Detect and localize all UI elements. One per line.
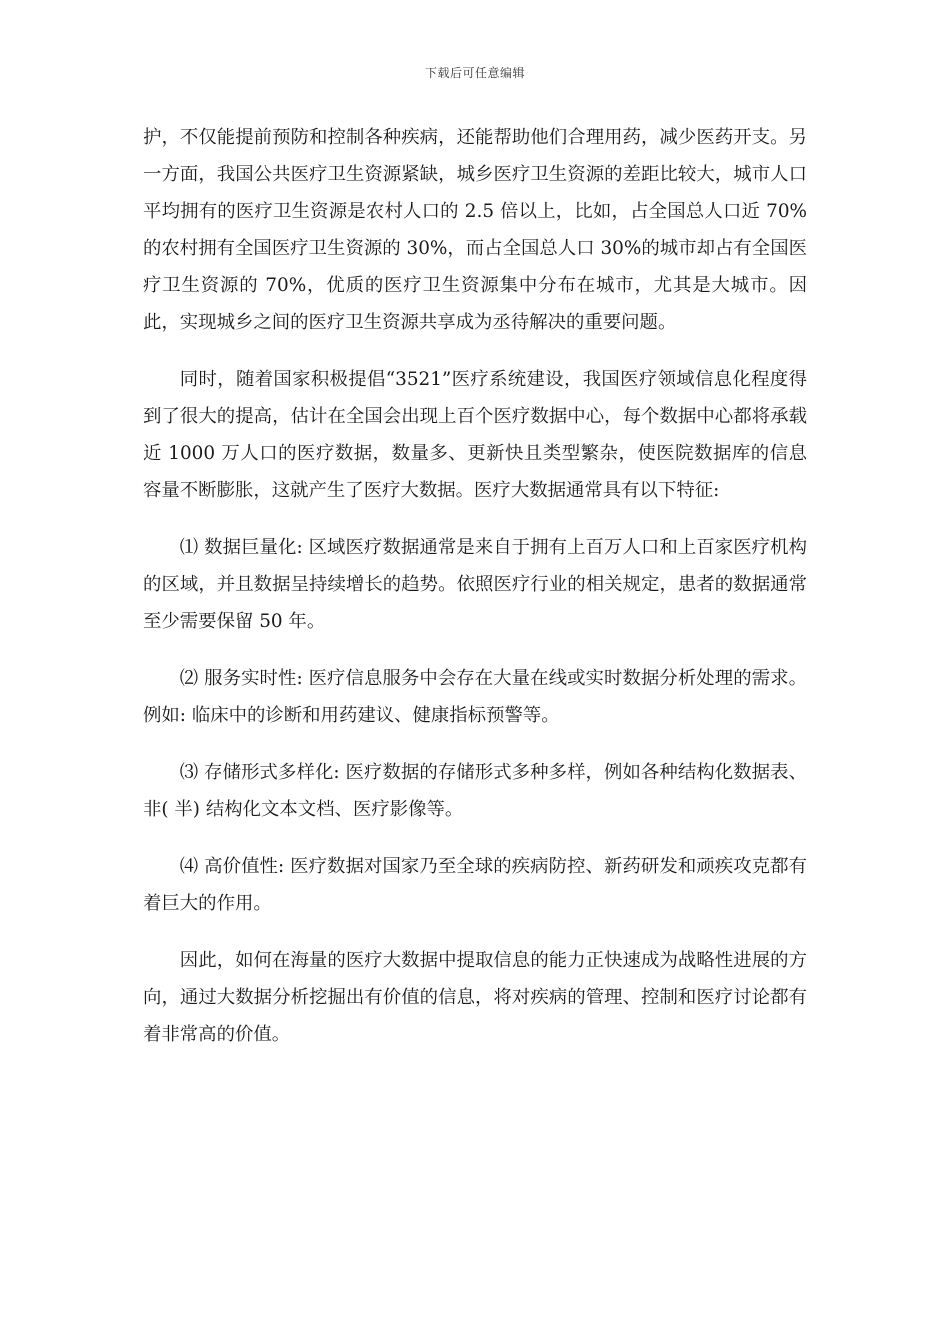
paragraph-feature-variety: ⑶ 存储形式多样化: 医疗数据的存储形式多种多样，例如各种结构化数据表、非( 半) 结构化文本文档、医疗影像等。: [143, 762, 807, 820]
paragraph-resource-gap: 护，不仅能提前预防和控制各种疾病，还能帮助他们合理用药，减少医药开支。另一方面，我国公共医疗卫生资源紧缺，城乡医疗卫生资源的差距比较大，城市人口平均拥有的医疗卫生资源是农村人口的 2.5 倍以上，比如，占全国总人口近 70%的农村拥有全国医疗卫生资源的 30%，而占全国总人口 30%的城市却占有全国医疗卫生资源的 70%，优质的医疗卫生资源集中分布在城市，尤其是大城市。因此，实现城乡之间的医疗卫生资源共享成为丞待解决的重要问题。: [143, 127, 807, 333]
page-header: 下载后可任意编辑: [424, 66, 525, 80]
document-body: [143, 119, 807, 1073]
paragraph-feature-volume: ⑴ 数据巨量化: 区域医疗数据通常是来自于拥有上百万人口和上百家医疗机构的区域，并且数据呈持续增长的趋势。依照医疗行业的相关规定，患者的数据通常至少需要保留 50 年。: [143, 537, 807, 632]
paragraph-conclusion: 因此，如何在海量的医疗大数据中提取信息的能力正快速成为战略性进展的方向，通过大数据分析挖掘出有价值的信息，将对疾病的管理、控制和医疗讨论都有着非常高的价值。: [143, 950, 807, 1045]
paragraph-medical-big-data: 同时，随着国家积极提倡“3521”医疗系统建设，我国医疗领域信息化程度得到了很大的提高，估计在全国会出现上百个医疗数据中心，每个数据中心都将承载近 1000 万人口的医疗数据，数量多、更新快且类型繁杂，使医院数据库的信息容量不断膨胀，这就产生了医疗大数据。医疗大数据通常具有以下特征:: [143, 369, 807, 501]
paragraph-feature-value: ⑷ 高价值性: 医疗数据对国家乃至全球的疾病防控、新药研发和顽疾攻克都有着巨大的作用。: [143, 856, 807, 914]
paragraph-feature-realtime: ⑵ 服务实时性: 医疗信息服务中会存在大量在线或实时数据分析处理的需求。例如: 临床中的诊断和用药建议、健康指标预警等。: [143, 668, 807, 726]
